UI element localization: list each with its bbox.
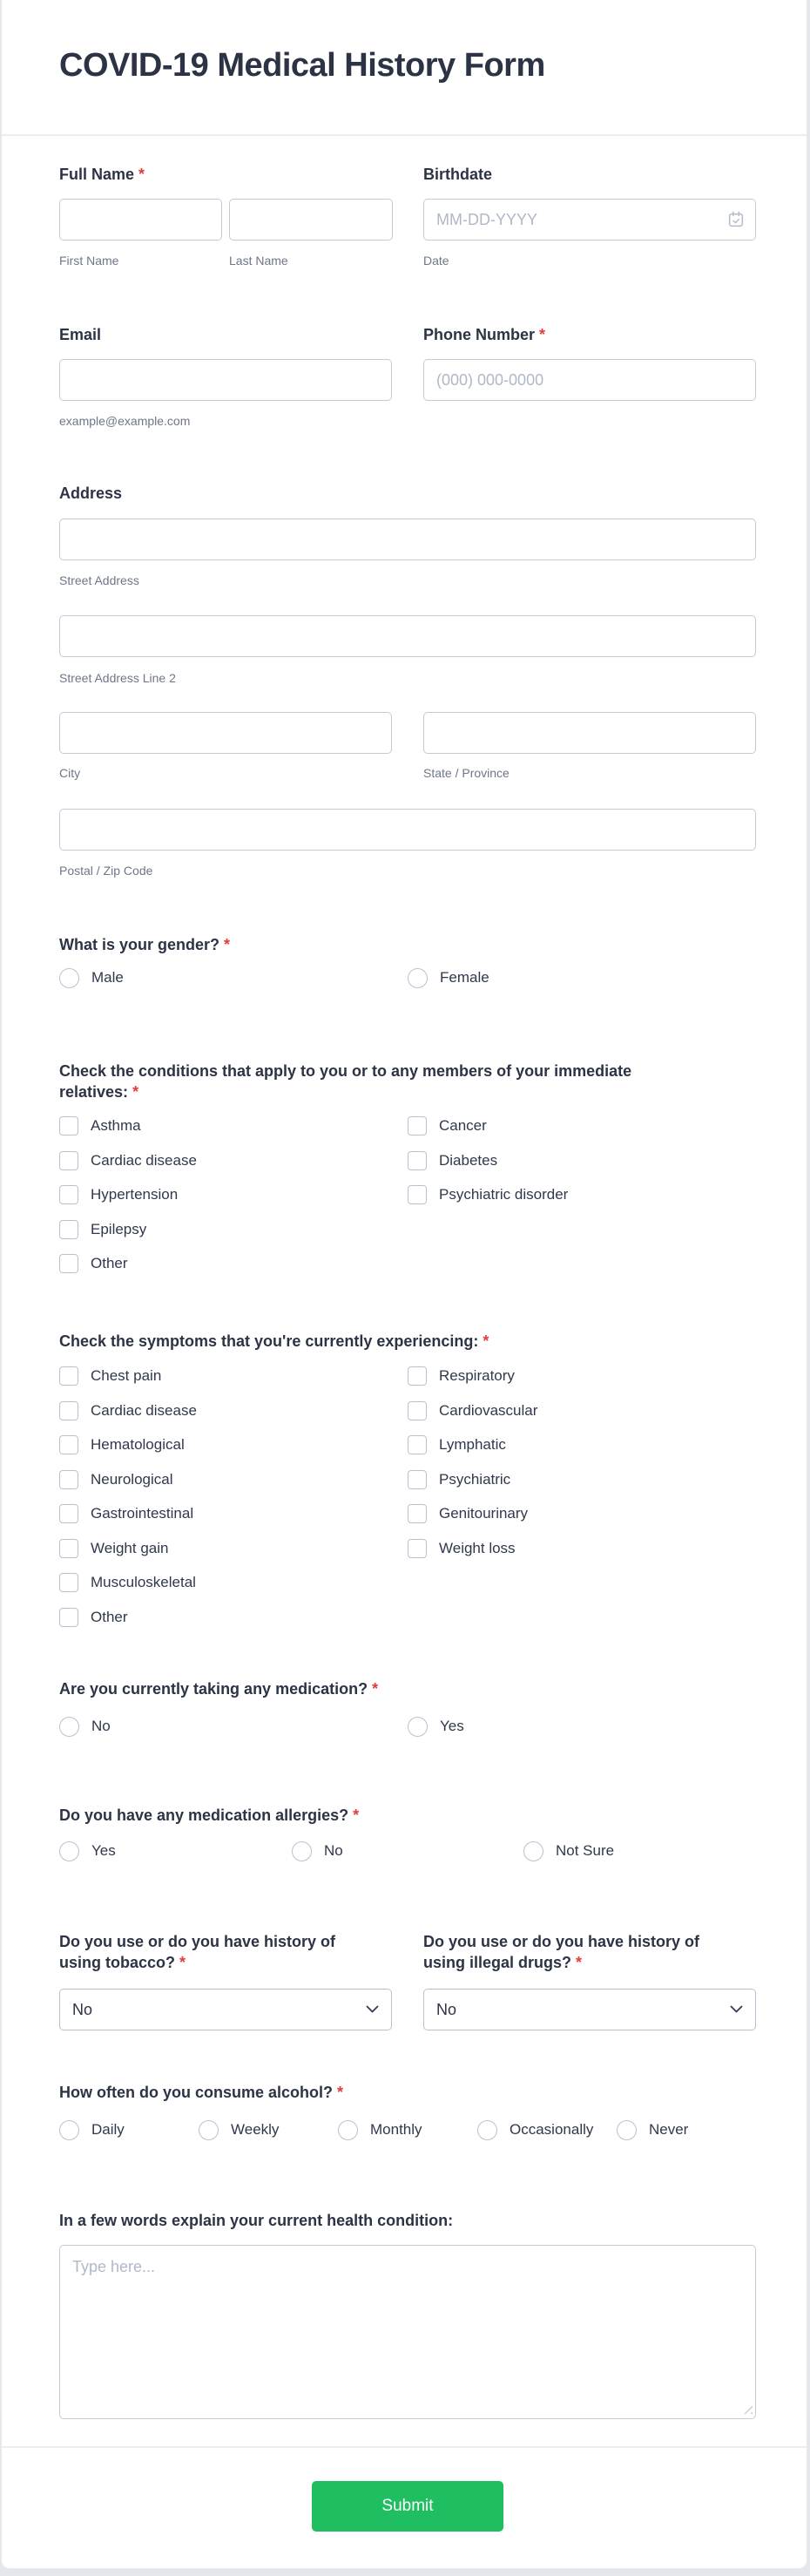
form-card xyxy=(1,0,807,2569)
chevron-down-icon xyxy=(730,2005,743,2014)
full-name-label: Full Name * xyxy=(59,166,145,183)
checkbox-option[interactable]: Musculoskeletal xyxy=(59,1572,408,1593)
required-star: * xyxy=(353,1807,360,1824)
checkbox-icon[interactable] xyxy=(408,1470,427,1489)
radio-option-daily[interactable]: Daily xyxy=(59,2119,125,2140)
symptoms-question: Check the symptoms that you're currently experiencing: * xyxy=(59,1332,489,1350)
date-sublabel: Date xyxy=(423,254,449,268)
calendar-check-icon[interactable] xyxy=(726,210,746,229)
drugs-question: Do you use or do you have history of using illegal drugs? * xyxy=(423,1933,700,1971)
required-star: * xyxy=(224,936,231,953)
radio-icon[interactable] xyxy=(292,1841,312,1861)
radio-icon[interactable] xyxy=(59,2120,79,2140)
radio-icon[interactable] xyxy=(523,1841,543,1861)
chevron-down-icon xyxy=(366,2005,379,2014)
checkbox-option[interactable]: Psychiatric xyxy=(408,1469,756,1490)
phone-input[interactable] xyxy=(423,359,756,401)
checkbox-option[interactable]: Psychiatric disorder xyxy=(408,1184,756,1205)
first-name-input[interactable] xyxy=(59,199,222,241)
checkbox-option[interactable]: Genitourinary xyxy=(408,1503,756,1524)
required-star: * xyxy=(372,1680,379,1698)
allergies-question: Do you have any medication allergies? * xyxy=(59,1807,360,1824)
checkbox-option[interactable]: Hypertension xyxy=(59,1184,408,1205)
checkbox-option[interactable]: Neurological xyxy=(59,1469,408,1490)
checkbox-option[interactable]: Diabetes xyxy=(408,1150,756,1171)
checkbox-icon[interactable] xyxy=(59,1151,78,1170)
checkbox-icon[interactable] xyxy=(408,1185,427,1204)
checkbox-icon[interactable] xyxy=(59,1401,78,1420)
checkbox-icon[interactable] xyxy=(59,1366,78,1386)
radio-option-medication-no[interactable]: No xyxy=(59,1716,111,1737)
radio-icon[interactable] xyxy=(408,968,428,988)
checkbox-icon[interactable] xyxy=(408,1539,427,1558)
checkbox-icon[interactable] xyxy=(59,1220,78,1239)
street-address-sublabel: Street Address xyxy=(59,573,139,587)
street-address2-input[interactable] xyxy=(59,615,756,657)
checkbox-option[interactable]: Other xyxy=(59,1253,408,1274)
radio-option-male[interactable]: Male xyxy=(59,967,124,988)
drugs-select[interactable]: No xyxy=(423,1989,756,2030)
checkbox-option[interactable]: Epilepsy xyxy=(59,1219,408,1240)
radio-icon[interactable] xyxy=(408,1717,428,1737)
alcohol-question: How often do you consume alcohol? * xyxy=(59,2084,344,2101)
state-sublabel: State / Province xyxy=(423,766,510,780)
checkbox-icon[interactable] xyxy=(59,1254,78,1273)
radio-option-female[interactable]: Female xyxy=(408,967,489,988)
street-address-input[interactable] xyxy=(59,519,756,560)
checkbox-option[interactable]: Chest pain xyxy=(59,1366,408,1386)
submit-button[interactable]: Submit xyxy=(312,2481,503,2532)
radio-icon[interactable] xyxy=(338,2120,358,2140)
email-sublabel: example@example.com xyxy=(59,414,191,428)
checkbox-icon[interactable] xyxy=(408,1151,427,1170)
tobacco-select[interactable]: No xyxy=(59,1989,392,2030)
birthdate-field xyxy=(423,199,756,241)
gender-question: What is your gender? * xyxy=(59,936,231,953)
checkbox-icon[interactable] xyxy=(59,1608,78,1627)
symptoms-left-column xyxy=(59,1366,408,1641)
zip-sublabel: Postal / Zip Code xyxy=(59,864,153,878)
checkbox-icon[interactable] xyxy=(59,1573,78,1592)
checkbox-icon[interactable] xyxy=(59,1470,78,1489)
checkbox-option[interactable]: Respiratory xyxy=(408,1366,756,1386)
radio-icon[interactable] xyxy=(59,1841,79,1861)
last-name-input[interactable] xyxy=(229,199,393,241)
tobacco-question: Do you use or do you have history of using tobacco? * xyxy=(59,1933,336,1971)
radio-option-monthly[interactable]: Monthly xyxy=(338,2119,422,2140)
last-name-sublabel: Last Name xyxy=(229,254,288,268)
radio-option-medication-yes[interactable]: Yes xyxy=(408,1716,464,1737)
checkbox-option[interactable]: Cancer xyxy=(408,1115,756,1136)
checkbox-icon[interactable] xyxy=(59,1539,78,1558)
health-condition-field xyxy=(59,2245,756,2419)
header-divider xyxy=(2,134,807,136)
health-condition-question: In a few words explain your current health condition: xyxy=(59,2212,454,2229)
checkbox-option[interactable]: Lymphatic xyxy=(408,1434,756,1455)
checkbox-icon[interactable] xyxy=(408,1401,427,1420)
checkbox-option[interactable]: Cardiovascular xyxy=(408,1400,756,1421)
radio-option-allergies-no[interactable]: No xyxy=(292,1840,343,1861)
symptoms-right-column xyxy=(408,1366,756,1572)
phone-label: Phone Number * xyxy=(423,326,546,343)
radio-icon[interactable] xyxy=(59,968,79,988)
required-star: * xyxy=(337,2084,344,2101)
checkbox-option[interactable]: Gastrointestinal xyxy=(59,1503,408,1524)
state-input[interactable] xyxy=(423,712,756,754)
checkbox-option[interactable]: Cardiac disease xyxy=(59,1150,408,1171)
city-sublabel: City xyxy=(59,766,81,780)
radio-icon[interactable] xyxy=(59,1717,79,1737)
checkbox-icon[interactable] xyxy=(59,1185,78,1204)
radio-option-occasionally[interactable]: Occasionally xyxy=(477,2119,593,2140)
radio-option-never[interactable]: Never xyxy=(617,2119,688,2140)
checkbox-icon[interactable] xyxy=(59,1116,78,1135)
required-star: * xyxy=(483,1332,489,1350)
conditions-question: Check the conditions that apply to you or to any members of your immediate relatives: * xyxy=(59,1062,632,1101)
conditions-left-column xyxy=(59,1115,408,1288)
footer-divider xyxy=(2,2446,807,2448)
zip-input[interactable] xyxy=(59,809,756,851)
birthdate-label: Birthdate xyxy=(423,166,493,183)
conditions-right-column xyxy=(408,1115,756,1219)
radio-icon[interactable] xyxy=(617,2120,637,2140)
required-star: * xyxy=(132,1083,139,1101)
page-title: COVID-19 Medical History Form xyxy=(59,47,545,84)
required-star: * xyxy=(179,1954,186,1971)
checkbox-option[interactable]: Hematological xyxy=(59,1434,408,1455)
checkbox-icon[interactable] xyxy=(408,1435,427,1454)
address-label: Address xyxy=(59,485,123,502)
radio-icon[interactable] xyxy=(477,2120,497,2140)
checkbox-icon[interactable] xyxy=(408,1504,427,1523)
checkbox-icon[interactable] xyxy=(59,1435,78,1454)
checkbox-option[interactable]: Other xyxy=(59,1607,408,1628)
required-star: * xyxy=(138,166,145,183)
required-star: * xyxy=(576,1954,583,1971)
required-star: * xyxy=(539,326,546,343)
radio-option-allergies-yes[interactable]: Yes xyxy=(59,1840,116,1861)
street-address2-sublabel: Street Address Line 2 xyxy=(59,671,176,685)
city-input[interactable] xyxy=(59,712,392,754)
email-input[interactable] xyxy=(59,359,392,401)
checkbox-icon[interactable] xyxy=(408,1366,427,1386)
checkbox-icon[interactable] xyxy=(408,1116,427,1135)
checkbox-icon[interactable] xyxy=(59,1504,78,1523)
medication-question: Are you currently taking any medication? * xyxy=(59,1680,379,1698)
checkbox-option[interactable]: Cardiac disease xyxy=(59,1400,408,1421)
checkbox-option[interactable]: Weight loss xyxy=(408,1538,756,1559)
checkbox-option[interactable]: Asthma xyxy=(59,1115,408,1136)
first-name-sublabel: First Name xyxy=(59,254,119,268)
email-label: Email xyxy=(59,326,102,343)
radio-option-weekly[interactable]: Weekly xyxy=(199,2119,279,2140)
radio-option-allergies-notsure[interactable]: Not Sure xyxy=(523,1840,614,1861)
health-condition-textarea[interactable] xyxy=(59,2245,756,2419)
radio-icon[interactable] xyxy=(199,2120,219,2140)
birthdate-input[interactable] xyxy=(423,199,756,241)
checkbox-option[interactable]: Weight gain xyxy=(59,1538,408,1559)
